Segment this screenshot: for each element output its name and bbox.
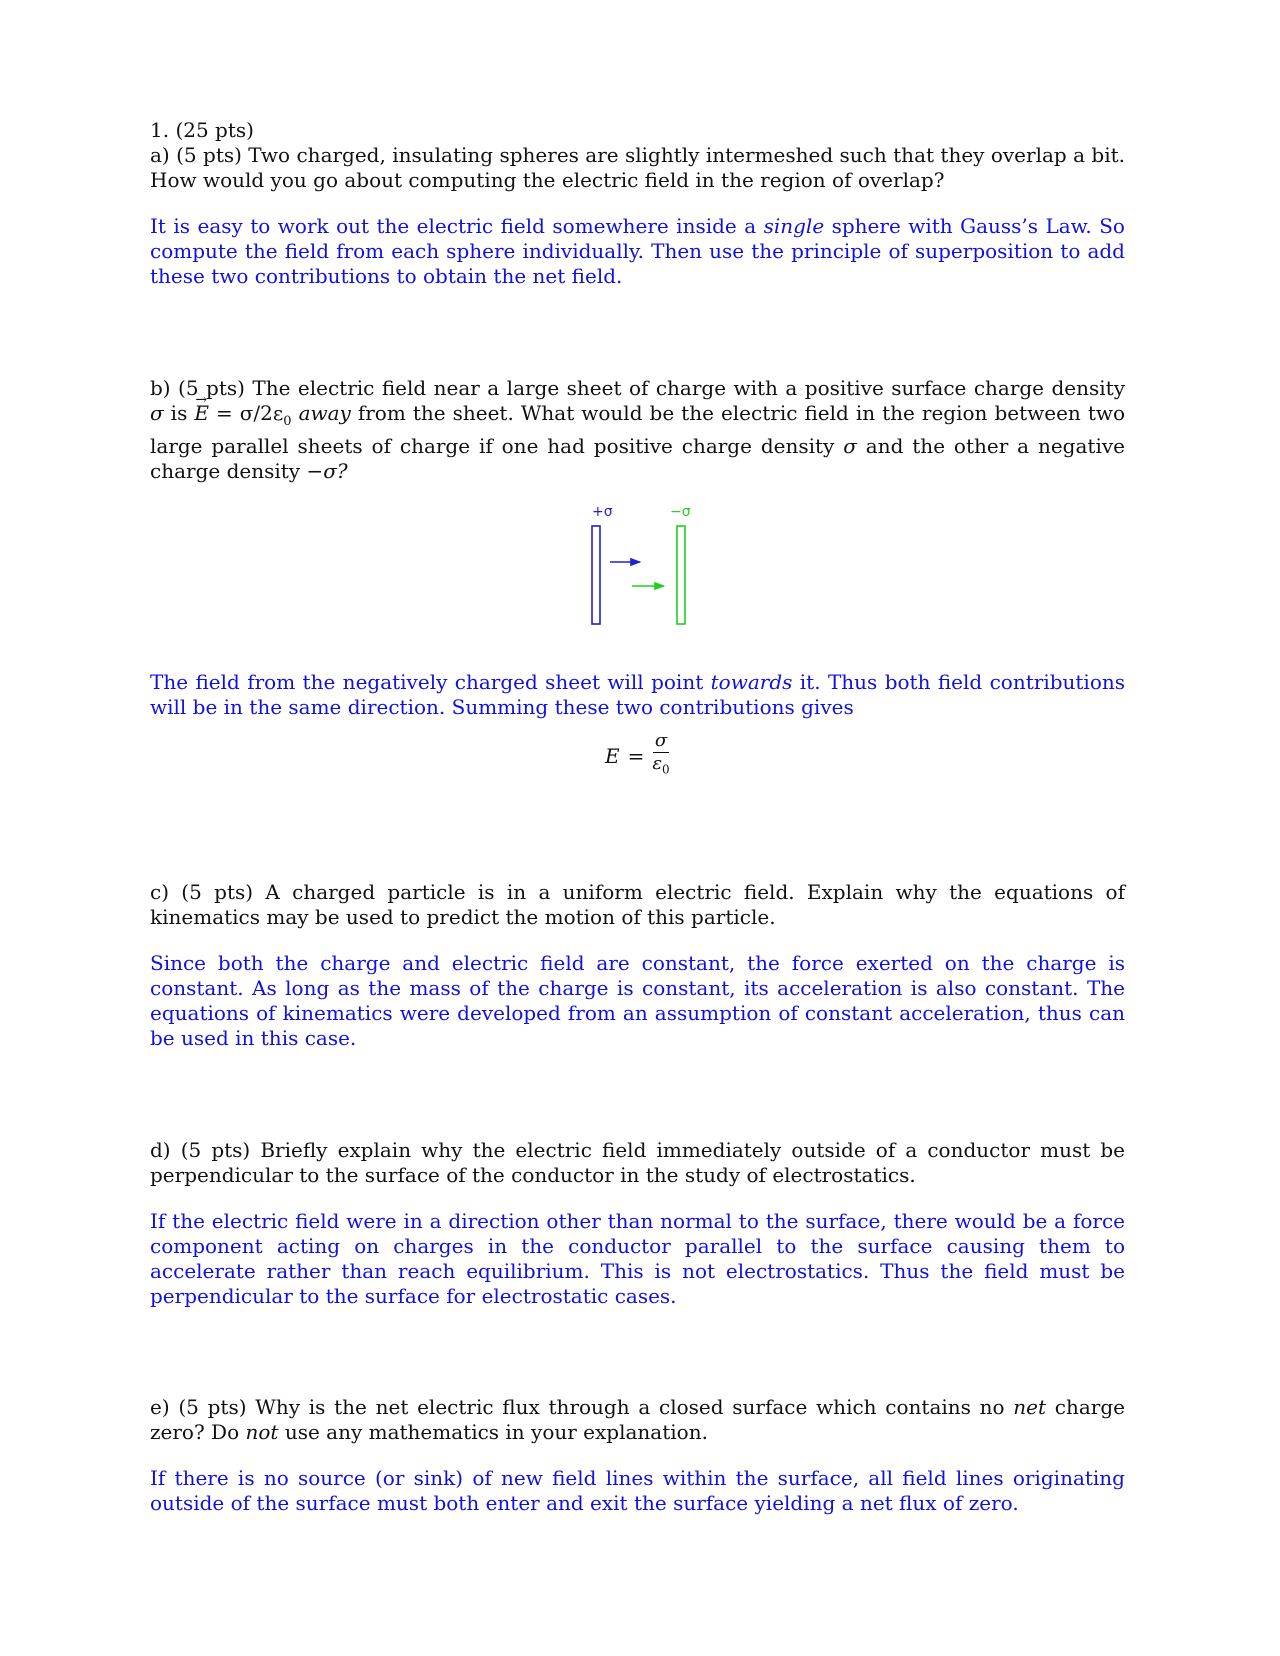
electric-field-vector: → E <box>194 401 209 426</box>
part-d-question: d) (5 pts) Briefly explain why the electric field immediately outside of a conductor must be perpendicular to the surface of the conductor in the study of electrostatics. <box>150 1138 1125 1187</box>
problem-header: 1. (25 pts) <box>150 118 254 142</box>
positive-sheet-label: +σ <box>592 504 613 520</box>
part-b-question: b) (5 pts) The electric field near a large sheet of charge with a positive surface charge density σ is → $E = \sigma/2\varepsilon_0$ away from the sheet. What would be the electric field in the region between two large parallel sheets of charge if one had positive charge density σ and the other a negative charge density −σ? <box>150 376 1125 484</box>
emphasis-net: net <box>1013 1395 1047 1419</box>
part-e-question: e) (5 pts) Why is the net electric flux through a closed surface which contains no net charge zero? Do not use any mathematics in your explanation. <box>150 1395 1125 1444</box>
field-equation: E = $\frac{\sigma}{\varepsilon_0}$ <box>150 728 1125 783</box>
sigma-over-epsilon-fraction: $\frac{\sigma}{\varepsilon_0}$ <box>652 730 670 777</box>
emphasis-single: single <box>763 214 825 238</box>
document-page <box>150 118 1125 1516</box>
emphasis-away: away <box>298 401 351 425</box>
positive-sheet <box>592 526 600 624</box>
negative-sheet <box>677 526 685 624</box>
part-a-question: a) (5 pts) Two charged, insulating spheres are slightly intermeshed such that they overlap a bit. How would you go about computing the electric field in the region of overlap? <box>150 143 1125 192</box>
emphasis-not: not <box>245 1420 279 1444</box>
part-a-answer: It is easy to work out the electric field somewhere inside a single sphere with Gauss’s Law. So compute the field from each sphere individually. Then use the principle of superposition to add these two contributions to obtain the net field. <box>150 214 1125 288</box>
part-c-question: c) (5 pts) A charged particle is in a uniform electric field. Explain why the equations of kinematics may be used to predict the motion of this particle. <box>150 880 1125 929</box>
part-b-answer: The field from the negatively charged sheet will point towards it. Thus both field contributions will be in the same direction. Summing these two contributions gives <box>150 670 1126 719</box>
negative-sheet-label: −σ <box>670 504 691 520</box>
part-c-answer: Since both the charge and electric field are constant, the force exerted on the charge is constant. As long as the mass of the charge is constant, its acceleration is also constant. The equations of kinematics were developed from an assumption of constant acceleration, thus can be used in this case. <box>150 951 1125 1050</box>
parallel-sheets-diagram <box>150 498 1125 658</box>
emphasis-towards: towards <box>710 670 793 694</box>
part-e-answer: If there is no source (or sink) of new field lines within the surface, all field lines originating outside of the surface must both enter and exit the surface yielding a net flux of zero. <box>150 1466 1125 1515</box>
parallel-sheets-figure <box>150 498 1125 658</box>
part-d-answer: If the electric field were in a direction other than normal to the surface, there would be a force component acting on charges in the conductor parallel to the surface causing them to accelerate rather than reach equilibrium. This is not electrostatics. Thus the field must be perpendicular to the surface for electrostatic cases. <box>150 1209 1125 1308</box>
